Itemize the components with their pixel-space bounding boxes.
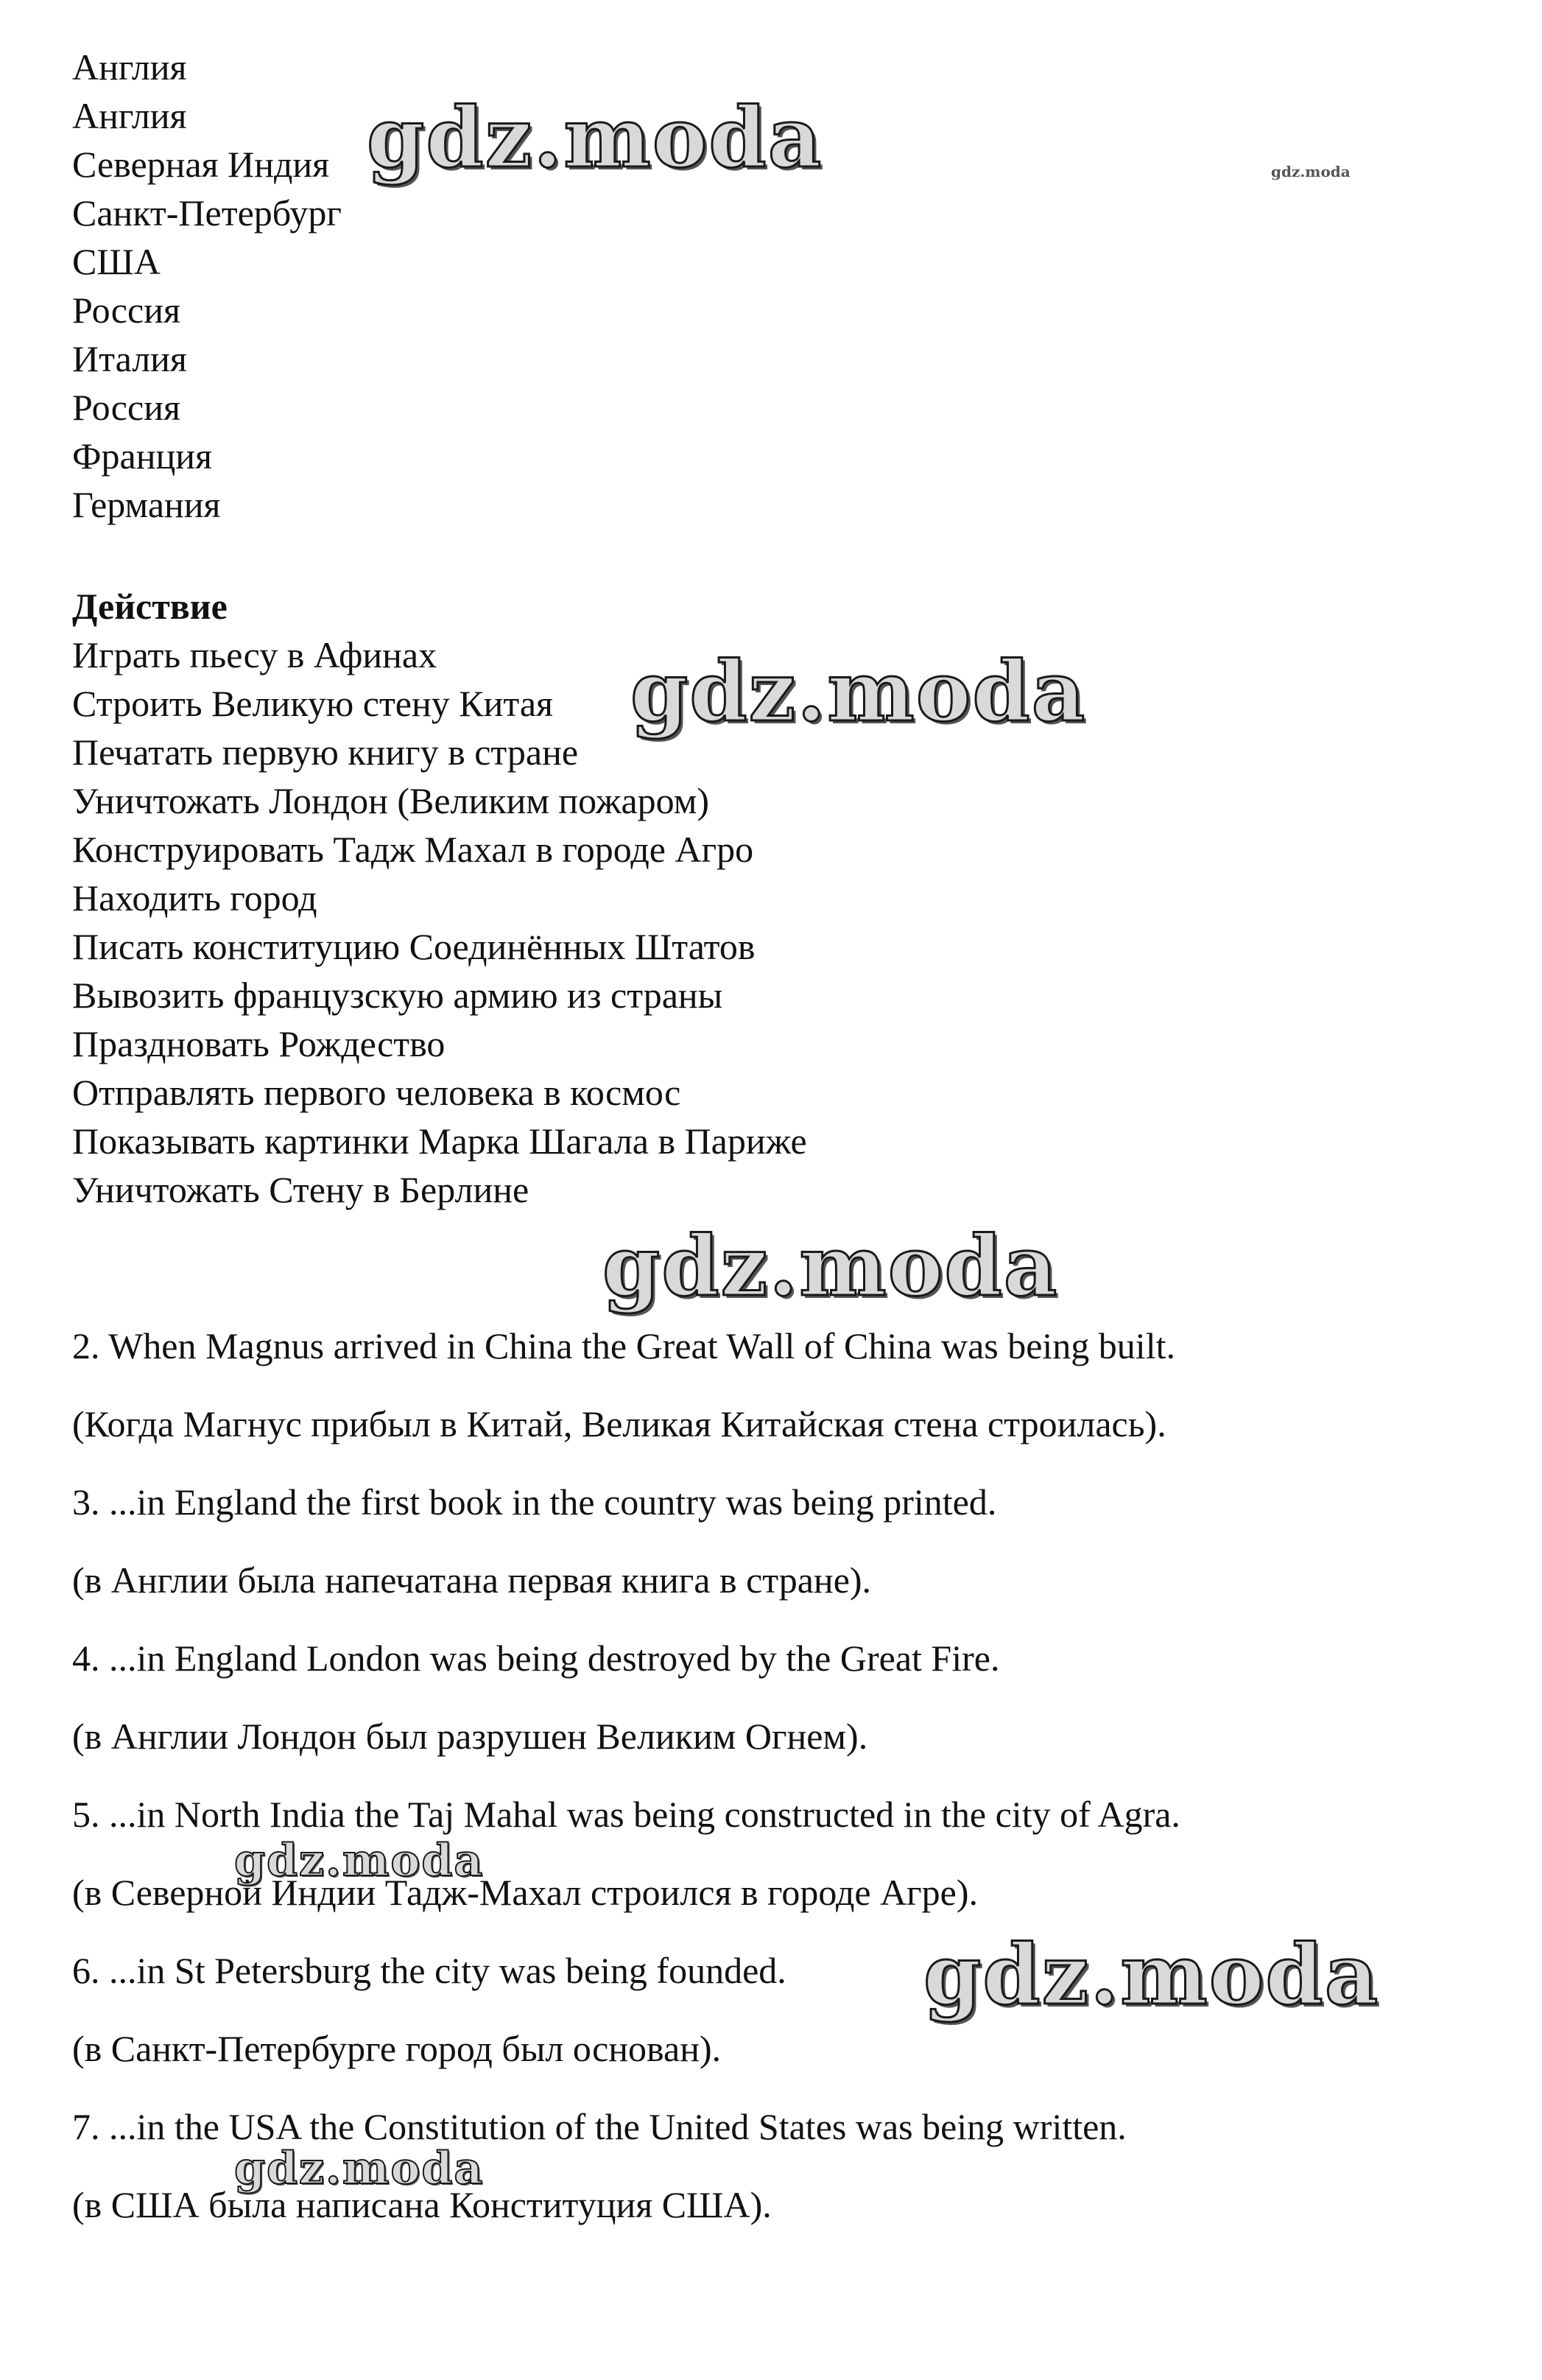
country-line: Россия xyxy=(72,289,180,331)
watermark: gdz.moda xyxy=(1271,163,1351,180)
action-line: Писать конституцию Соединённых Штатов xyxy=(72,926,756,967)
sentence-line: 6. ...in St Petersburg the city was being founded. xyxy=(72,1950,786,1991)
action-line: Печатать первую книгу в стране xyxy=(72,731,579,773)
watermark: gdz.moda xyxy=(630,644,1087,740)
country-line: Франция xyxy=(72,435,212,477)
country-line: Англия xyxy=(72,46,187,88)
translation-line: (в Северной Индии Тадж-Махал строился в городе Агре). xyxy=(72,1872,979,1913)
country-line: Россия xyxy=(72,387,180,428)
sentence-line: 4. ...in England London was being destroyed by the Great Fire. xyxy=(72,1637,1000,1679)
country-line: Италия xyxy=(72,338,187,379)
action-line: Играть пьесу в Афинах xyxy=(72,634,437,675)
sentence-line: 3. ...in England the first book in the country was being printed. xyxy=(72,1481,997,1523)
translation-line: (в США была написана Конституция США). xyxy=(72,2184,772,2225)
action-line: Уничтожать Лондон (Великим пожаром) xyxy=(72,780,710,821)
sentence-line: 7. ...in the USA the Constitution of the United States was being written. xyxy=(72,2106,1127,2147)
watermark: gdz.moda xyxy=(234,1835,485,1886)
action-line: Конструировать Тадж Махал в городе Агро xyxy=(72,829,754,870)
sentence-line: 2. When Magnus arrived in China the Great Wall of China was being built. xyxy=(72,1325,1175,1366)
translation-line: (в Санкт-Петербурге город был основан). xyxy=(72,2028,722,2069)
country-line: США xyxy=(72,241,161,282)
actions-heading: Действие xyxy=(72,586,228,627)
action-line: Строить Великую стену Китая xyxy=(72,683,554,724)
watermark: gdz.moda xyxy=(234,2143,485,2194)
country-line: Северная Индия xyxy=(72,144,330,185)
translation-line: (в Англии Лондон был разрушен Великим Огнем). xyxy=(72,1716,868,1757)
action-line: Отправлять первого человека в космос xyxy=(72,1072,681,1113)
country-line: Англия xyxy=(72,95,187,136)
country-line: Санкт-Петербург xyxy=(72,192,342,234)
watermark: gdz.moda xyxy=(367,90,823,186)
action-line: Вывозить французскую армию из страны xyxy=(72,975,723,1016)
action-line: Показывать картинки Марка Шагала в Париже xyxy=(72,1120,807,1162)
action-line: Праздновать Рождество xyxy=(72,1023,446,1064)
watermark: gdz.moda xyxy=(923,1927,1380,2023)
sentence-line: 5. ...in North India the Taj Mahal was being constructed in the city of Agra. xyxy=(72,1794,1180,1835)
translation-line: (в Англии была напечатана первая книга в стране). xyxy=(72,1559,872,1601)
translation-line: (Когда Магнус прибыл в Китай, Великая Китайская стена строилась). xyxy=(72,1403,1166,1445)
country-line: Германия xyxy=(72,484,221,525)
action-line: Находить город xyxy=(72,877,317,919)
watermark: gdz.moda xyxy=(602,1218,1059,1315)
action-line: Уничтожать Стену в Берлине xyxy=(72,1169,529,1210)
